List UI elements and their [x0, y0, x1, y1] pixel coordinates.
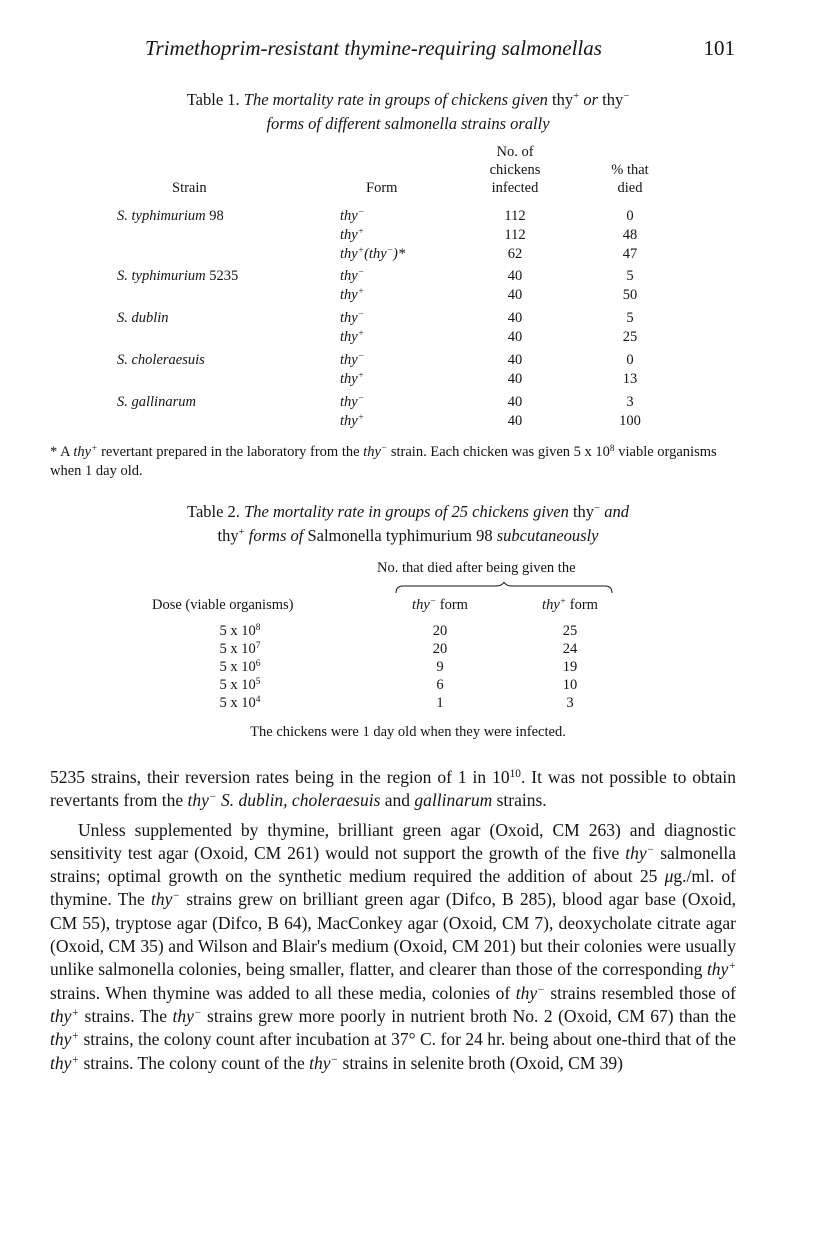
table1-header-infected-1: No. of	[496, 144, 534, 160]
table2-header-dose: Dose (viable organisms)	[152, 597, 294, 613]
table-row-infected: 40	[507, 329, 523, 345]
table-row-pct: 48	[622, 227, 638, 243]
table-row-thy-minus: 9	[436, 659, 444, 675]
table2-header-brace	[395, 582, 613, 594]
table-row-pct: 0	[626, 352, 634, 368]
table-row-thy-minus: 20	[432, 641, 448, 657]
table-row-thy-plus: 24	[562, 641, 578, 657]
table-row-pct: 0	[626, 208, 634, 224]
table1-header-infected-2: chickens	[489, 162, 541, 178]
table1-footnote: * A thy+ revertant prepared in the laboratory from the thy− strain. Each chicken was given 5 x $10^8$ viable organisms when 1 day old.	[50, 443, 717, 479]
table-row-infected: 40	[507, 310, 523, 326]
table-row-pct: 5	[626, 268, 634, 284]
table1-caption-line1: The mortality rate in groups of chickens given	[243, 90, 548, 109]
table-row-dose: 5 x $10^5$	[219, 676, 261, 693]
table1-header-pct-1: % that	[611, 162, 649, 178]
table2-note: The chickens were 1 day old when they were infected.	[250, 724, 566, 740]
table2-organism: Salmonella typhimurium 98	[307, 526, 493, 545]
table-row-infected: 40	[507, 268, 523, 284]
table-row-pct: 3	[626, 394, 634, 410]
table-row-pct: 13	[622, 371, 638, 387]
table-row-form: thy−	[340, 351, 365, 368]
table2-header-thy-minus: thy− form	[412, 596, 468, 613]
table-row-infected: 40	[507, 371, 523, 387]
table2-header-thy-plus: thy+ form	[542, 596, 598, 613]
table-row-form: thy+	[340, 370, 365, 387]
table-row-form: thy+	[340, 286, 365, 303]
table-row-dose: 5 x $10^7$	[219, 640, 261, 657]
table-row-thy-minus: 6	[436, 677, 444, 693]
table-row-infected: 40	[507, 394, 523, 410]
table1-caption-line2: forms of different salmonella strains orally	[266, 114, 550, 133]
table-row-strain: S. dublin	[117, 310, 169, 326]
table1-caption	[80, 88, 736, 136]
table-row-form: thy−	[340, 267, 365, 284]
table-row-thy-plus: 10	[562, 677, 578, 693]
table-row-dose: 5 x $10^4$	[219, 694, 261, 711]
table-row-form: thy+	[340, 412, 365, 429]
table-row-form: thy−	[340, 393, 365, 410]
page-number: 101	[703, 36, 735, 60]
running-head	[145, 36, 735, 66]
table1-or: or	[583, 90, 598, 109]
table2-header-group: No. that died after being given the	[377, 560, 576, 576]
table-row-pct: 100	[619, 413, 641, 429]
table-row-thy-plus: 3	[566, 695, 574, 711]
table2-label: Table 2.	[187, 502, 240, 521]
table-row-thy-plus: 25	[562, 623, 578, 639]
table1-header-strain: Strain	[172, 180, 207, 196]
table-row-thy-minus: 20	[432, 623, 448, 639]
table-row-dose: 5 x $10^8$	[219, 622, 261, 639]
table-row-infected: 40	[507, 287, 523, 303]
table-row-form: thy+(thy−)*	[340, 245, 406, 262]
table2-caption-line1: The mortality rate in groups of 25 chickens given	[244, 502, 569, 521]
table-row-form: thy+	[340, 328, 365, 345]
thy-minus-term: thy−	[602, 90, 630, 109]
table-row-strain: S. gallinarum	[117, 394, 196, 410]
table-row-infected: 40	[507, 352, 523, 368]
table-row-infected: 112	[504, 227, 526, 243]
table-row-thy-plus: 19	[562, 659, 578, 675]
body-text	[50, 766, 736, 1075]
thy-plus-term: thy+	[552, 90, 580, 109]
table-row-strain: S. typhimurium 5235	[117, 268, 239, 284]
paragraph-2: Unless supplemented by thymine, brilliant green agar (Oxoid, CM 263) and diagnostic sensitivity test agar (Oxoid, CM 261) would not support the growth of the five thy− salmonella strains; optimal growth on the synthetic medium required the addition of about 25 μg./ml. of thymine. The thy− strains grew on brilliant green agar (Difco, B 285), blood agar base (Oxoid, CM 55), tryptose agar (Difco, B 64), MacConkey agar (Oxoid, CM 7), deoxycholate citrate agar (Oxoid, CM 35) and Wilson and Blair's medium (Oxoid, CM 201) but their colonies were usually unlike salmonella colonies, being smaller, flatter, and clearer than those of the corresponding thy+ strains. When thymine was added to all these media, colonies of thy− strains resembled those of thy+ strains. The thy− strains grew more poorly in nutrient broth No. 2 (Oxoid, CM 67) than the thy+ strains, the colony count after incubation at 37° C. for 24 hr. being about one-third that of the thy+ strains. The colony count of the thy− strains in selenite broth (Oxoid, CM 39)	[50, 819, 737, 1073]
table-row-infected: 112	[504, 208, 526, 224]
table-row-pct: 50	[622, 287, 638, 303]
running-head-title: Trimethoprim-resistant thymine-requiring salmonellas	[145, 36, 602, 60]
table1-header-form: Form	[366, 180, 398, 196]
table-row-strain: S. choleraesuis	[117, 352, 205, 368]
table-row-strain: S. typhimurium 98	[117, 208, 224, 224]
table2-caption: Table 2. The mortality rate in groups of 25 chickens given thy− and thy+ forms of Salmonella typhimurium 98 subcutaneously	[187, 502, 629, 545]
table-row-form: thy−	[340, 207, 365, 224]
table-row-infected: 62	[507, 246, 523, 262]
table-row-pct: 47	[622, 246, 638, 262]
paragraph-1: 5235 strains, their reversion rates being in the region of 1 in $10^{10}$. It was not possible to obtain revertants from the thy− S. dublin, choleraesuis and gallinarum strains.	[50, 767, 736, 811]
table-row-pct: 5	[626, 310, 634, 326]
table1-header-infected-3: infected	[491, 180, 539, 196]
table-row-form: thy−	[340, 309, 365, 326]
table-row-dose: 5 x $10^6$	[219, 658, 261, 675]
table1-label: Table 1.	[186, 90, 240, 109]
table1-header-pct-2: died	[617, 180, 643, 196]
table-row-form: thy+	[340, 226, 365, 243]
table-row-thy-minus: 1	[436, 695, 444, 711]
table1	[0, 140, 816, 440]
table-row-infected: 40	[507, 413, 523, 429]
table-row-pct: 25	[622, 329, 638, 345]
